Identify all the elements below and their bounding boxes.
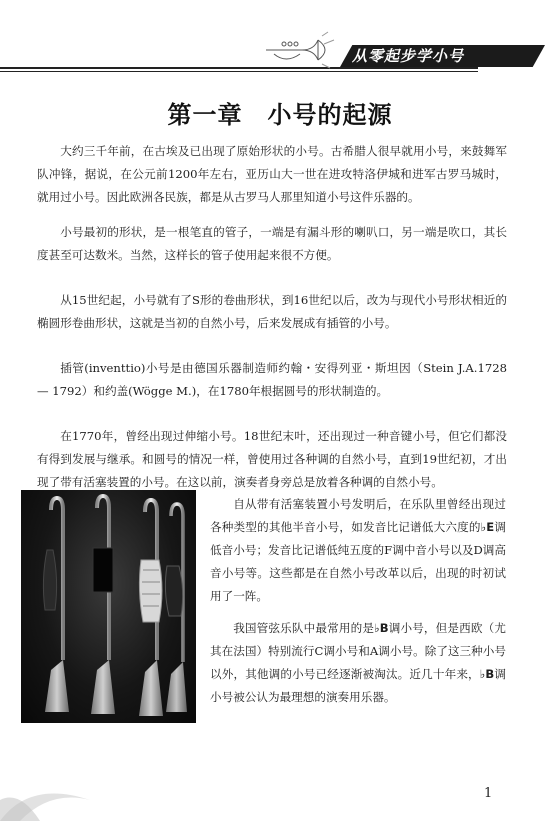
page-number: 1 [484,786,493,801]
trumpet-decoration-icon [262,30,352,70]
p6-text-b: 调低音小号；发音比记谱低纯五度的F调中音小号以及D调高音小号等。这些都是在自然小号改革以后，出现的时初试用了一阵。 [210,520,506,603]
header-rule [0,67,478,69]
paragraph-15th-century: 从15世纪起，小号就有了S形的卷曲形状，到16世纪以后，改为与现代小号形状相近的椭圆形卷曲形状，这就是当初的自然小号，后来发展成有插管的小号。 [37,293,507,330]
paragraph-chromatic-trumpets [210,493,506,608]
p7-text-c: 调小号被公认为最理想的演奏用乐器。 [210,667,506,704]
p6-text-a: 自从带有活塞装置小号发明后，在乐队里曾经出现过各种类型的其他半音小号，如发音比记谱低大六度的 [210,497,506,534]
paragraph-bb-trumpet [210,617,506,709]
chapter-title: 第一章 小号的起源 [167,100,393,129]
p7-text-b: 调小号，但是西欧（尤其在法国）特别流行C调小号和A调小号。除了这三种小号以外，其他调的小号已经逐渐被淘汰。近几十年来， [210,621,506,681]
paragraph-1770: 在1770年，曾经出现过伸缩小号。18世纪末叶，还出现过一种音键小号，但它们都没有得到发展与继承。和圆号的情况一样，曾使用过各种调的自然小号，直到19世纪初，才出现了带有活塞装置的小号。在这以前，演奏者身旁总是放着各种调的自然小号。 [37,429,507,489]
header-rule-thin [0,71,478,72]
paragraph-origin: 大约三千年前，在古埃及已出现了原始形状的小号。古希腊人很早就用小号，来鼓舞军队冲锋，据说，在公元前1200年左右，亚历山大一世在进攻特洛伊城和进军古罗马城时，就用过小号。因此欧洲各民族，都是从古罗马人那里知道小号这件乐器的。 [37,144,507,204]
paragraph-inventtio: 插管(inventtio)小号是由德国乐器制造师约翰・安得列亚・斯坦因（Stein J.A.1728 — 1792）和约盖(Wögge M.)，在1780年根据圆号的形状制造的。 [37,361,507,398]
flat-b-symbol-2: ♭B [479,667,495,681]
corner-decoration-icon [0,760,90,821]
flat-e-symbol: ♭E [480,520,495,534]
flat-b-symbol: ♭B [374,621,389,635]
header-banner-text: 从零起步学小号 [352,47,465,65]
p7-text-a: 我国管弦乐队中最常用的是 [233,621,375,635]
paragraph-early-form: 小号最初的形状，是一根笔直的管子，一端是有漏斗形的喇叭口，另一端是吹口，其长度甚至可达数米。当然，这样长的管子使用起来很不方便。 [37,225,507,262]
natural-trumpets-photo [21,490,196,723]
